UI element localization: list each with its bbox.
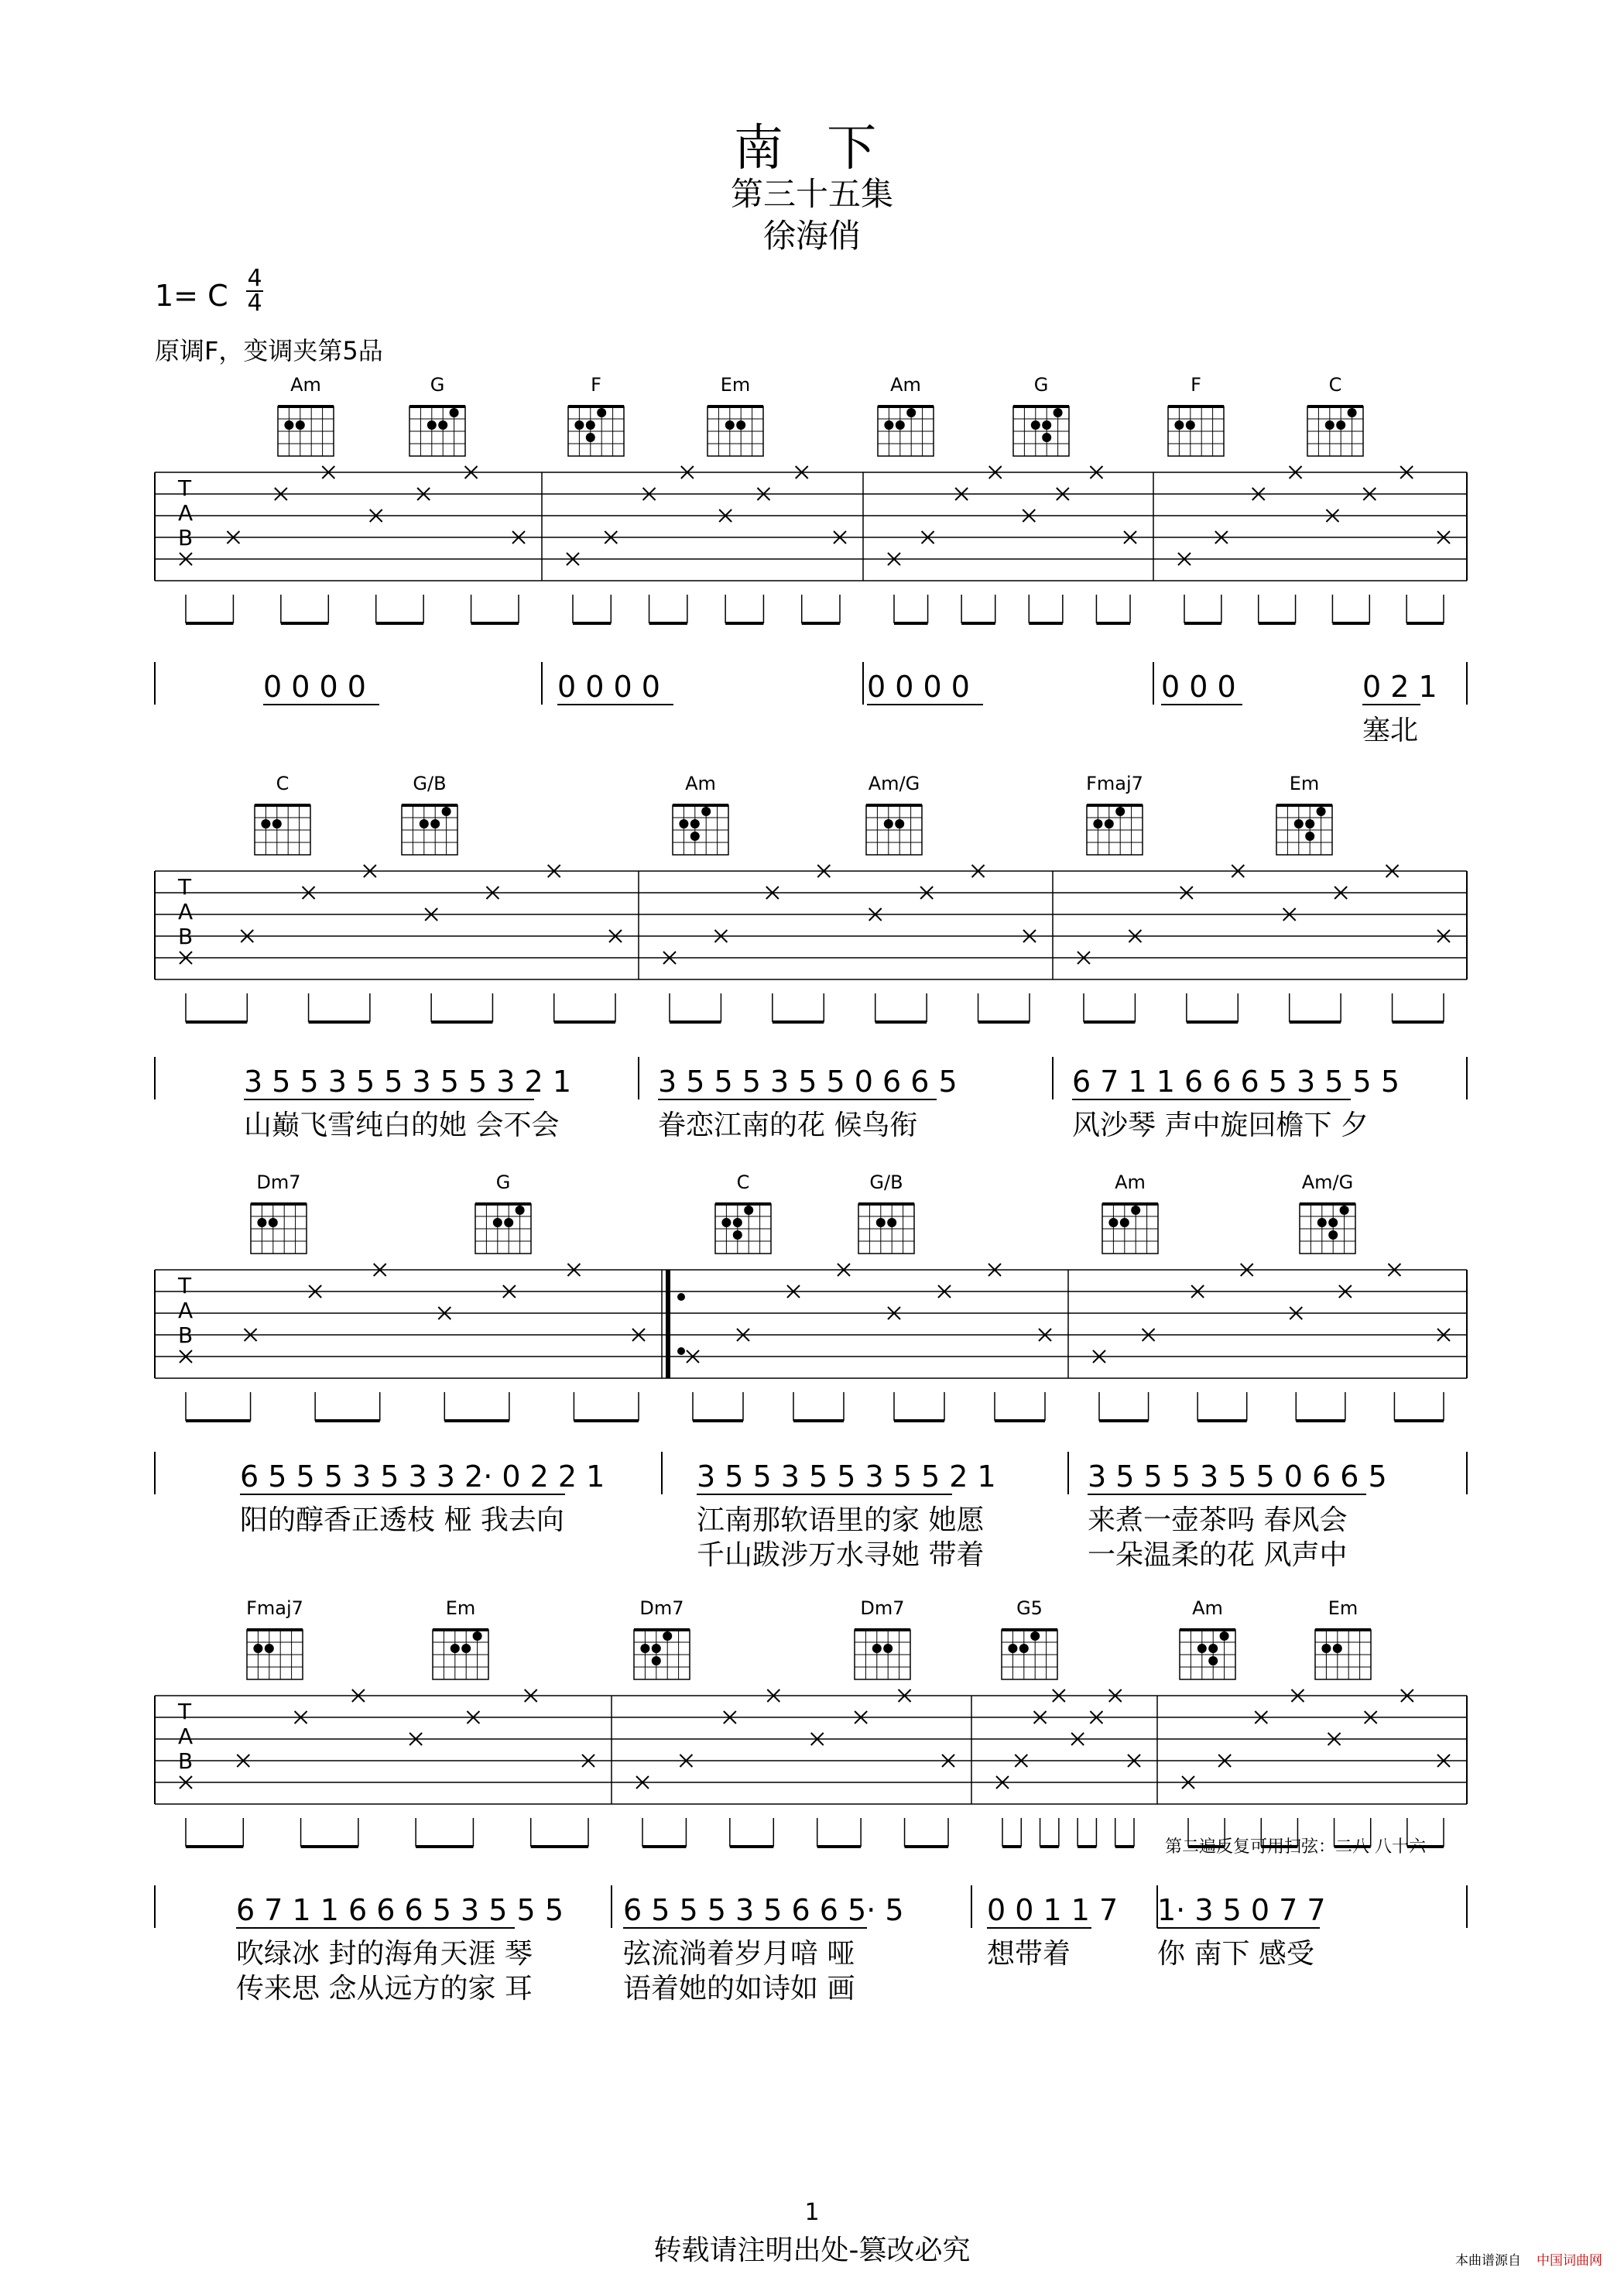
chord-finger-dot: [640, 1644, 649, 1653]
chord-finger-dot: [884, 420, 893, 430]
tab-clef-letter: B: [178, 1748, 194, 1774]
chord-finger-dot: [1294, 819, 1304, 828]
chord-finger-dot: [451, 1644, 460, 1653]
chord-finger-dot: [1019, 1644, 1029, 1653]
chord-name: Dm7: [639, 1597, 684, 1619]
chord-finger-dot: [504, 1218, 513, 1227]
tab-score: [155, 374, 1467, 2005]
time-signature-bottom: 4: [247, 290, 262, 317]
chord-finger-dot: [1197, 1644, 1207, 1653]
lyrics-verse-1: 山巅飞雪纯白的她 会不会: [244, 1110, 560, 1141]
lyrics-verse-1: 眷恋江南的花 候鸟衔: [658, 1110, 918, 1141]
chord-finger-dot: [690, 819, 700, 828]
chord-finger-dot: [1328, 1230, 1338, 1240]
chord-name: Dm7: [256, 1171, 301, 1193]
chord-name: G/B: [413, 773, 447, 794]
chord-name: C: [1328, 374, 1342, 396]
chord-finger-dot: [257, 1218, 266, 1227]
chord-finger-dot: [876, 1218, 886, 1227]
lyrics-verse-1: 江南那软语里的家 她愿: [697, 1504, 985, 1536]
chord-finger-dot: [652, 1656, 661, 1665]
chord-name: Am: [685, 773, 716, 794]
tab-clef-letter: T: [178, 475, 192, 501]
chord-finger-dot: [679, 819, 688, 828]
lyrics-verse-2: 语着她的如诗如 画: [623, 1973, 855, 2005]
chord-finger-dot: [895, 819, 904, 828]
capo-note: 原调F，变调夹第5品: [155, 336, 383, 365]
song-artist: 徐海俏: [762, 217, 861, 255]
chord-finger-dot: [450, 408, 459, 417]
song-subtitle: 第三十五集: [730, 175, 893, 213]
chord-name: Am: [290, 374, 321, 396]
chord-name: Em: [1289, 773, 1320, 794]
lyrics-verse-1: 来煮一壶茶吗 春风会: [1088, 1504, 1348, 1536]
chord-finger-dot: [744, 1206, 753, 1215]
jianpu-notes: 0 0 0 0: [557, 670, 660, 704]
chord-finger-dot: [1317, 1218, 1327, 1227]
chord-finger-dot: [721, 1218, 731, 1227]
jianpu-notes: 0 0 0 0: [263, 670, 366, 704]
jianpu-notes: 0 0 0 0: [867, 670, 970, 704]
chord-finger-dot: [1321, 1644, 1331, 1653]
chord-finger-dot: [1030, 1631, 1040, 1641]
chord-finger-dot: [1333, 1644, 1342, 1653]
chord-finger-dot: [733, 1230, 742, 1240]
lyrics-verse-1: 弦流淌着岁月喑 哑: [623, 1938, 855, 1970]
chord-finger-dot: [493, 1218, 502, 1227]
chord-finger-dot: [1328, 1218, 1338, 1227]
chord-name: F: [591, 374, 601, 396]
lyrics-verse-1: 你 南下 感受: [1157, 1938, 1314, 1970]
chord-finger-dot: [1220, 1631, 1229, 1641]
chord-finger-dot: [1305, 819, 1314, 828]
tab-clef-letter: A: [178, 500, 194, 526]
chord-name: Fmaj7: [246, 1597, 303, 1619]
chord-finger-dot: [586, 433, 595, 442]
chord-finger-dot: [883, 1644, 893, 1653]
jianpu-notes: 6 5 5 5 3 5 3 3 2· 0 2 2 1: [240, 1459, 605, 1494]
jianpu-notes: 6 7 1 1 6 6 6 5 3 5 5 5: [236, 1893, 564, 1927]
lyrics-verse-1: 想带着: [987, 1938, 1071, 1970]
chord-finger-dot: [1208, 1644, 1218, 1653]
chord-finger-dot: [438, 420, 447, 430]
chord-finger-dot: [736, 420, 745, 430]
chord-finger-dot: [1008, 1644, 1017, 1653]
chord-name: Fmaj7: [1086, 773, 1143, 794]
chord-finger-dot: [272, 819, 282, 828]
chord-finger-dot: [1120, 1218, 1129, 1227]
tab-clef-letter: B: [178, 924, 194, 949]
chord-finger-dot: [1317, 807, 1326, 816]
chord-finger-dot: [1348, 408, 1357, 417]
tab-clef-letter: T: [178, 1273, 192, 1298]
jianpu-notes: 1· 3 5 0 7 7: [1157, 1893, 1326, 1927]
chord-finger-dot: [652, 1644, 661, 1653]
chord-finger-dot: [261, 819, 270, 828]
chord-finger-dot: [725, 420, 735, 430]
chord-finger-dot: [1042, 433, 1051, 442]
chord-finger-dot: [1131, 1206, 1140, 1215]
chord-finger-dot: [872, 1644, 882, 1653]
chord-name: Am: [1115, 1171, 1146, 1193]
chord-finger-dot: [1208, 1656, 1218, 1665]
jianpu-notes: 3 5 5 5 3 5 5 0 6 6 5: [1088, 1459, 1387, 1494]
chord-finger-dot: [1031, 420, 1040, 430]
chord-finger-dot: [887, 1218, 896, 1227]
chord-finger-dot: [1174, 420, 1184, 430]
lyrics-verse-1: 吹绿冰 封的海角天涯 琴: [236, 1938, 533, 1970]
chord-finger-dot: [284, 420, 293, 430]
chord-finger-dot: [586, 420, 595, 430]
chord-name: Am/G: [1301, 1171, 1354, 1193]
tab-clef-letter: T: [178, 1699, 192, 1724]
tab-clef-letter: B: [178, 1322, 194, 1348]
chord-name: Em: [720, 374, 751, 396]
chord-finger-dot: [1093, 819, 1102, 828]
chord-name: Am: [1192, 1597, 1223, 1619]
chord-name: Am/G: [868, 773, 920, 794]
jianpu-notes: 6 5 5 5 3 5 6 6 5· 5: [623, 1893, 904, 1927]
song-title: 南 下: [733, 120, 891, 177]
chord-finger-dot: [420, 819, 429, 828]
jianpu-notes: 6 7 1 1 6 6 6 5 3 5 5 5: [1072, 1065, 1400, 1099]
lyrics-verse-2: 千山跋涉万水寻她 带着: [697, 1539, 985, 1571]
chord-finger-dot: [1105, 819, 1114, 828]
chord-finger-dot: [896, 420, 905, 430]
source-site: 中国词曲网: [1537, 2253, 1602, 2269]
lyrics-verse-2: 一朵温柔的花 风声中: [1088, 1539, 1348, 1571]
chord-finger-dot: [1186, 420, 1195, 430]
jianpu-notes: 3 5 5 5 3 5 5 0 6 6 5: [658, 1065, 958, 1099]
lyrics-verse-1: 阳的醇香正透枝 桠 我去向: [240, 1504, 564, 1536]
chord-finger-dot: [597, 408, 606, 417]
key-signature: 1= C: [155, 279, 228, 313]
chord-finger-dot: [663, 1631, 672, 1641]
chord-name: Am: [890, 374, 921, 396]
chord-finger-dot: [690, 832, 700, 841]
repeat-dot: [677, 1347, 685, 1355]
chord-finger-dot: [1336, 420, 1345, 430]
chord-finger-dot: [253, 1644, 262, 1653]
chord-finger-dot: [473, 1631, 482, 1641]
chord-finger-dot: [296, 420, 305, 430]
chord-finger-dot: [1305, 832, 1314, 841]
jianpu-notes: 0 0 0: [1161, 670, 1236, 704]
chord-finger-dot: [269, 1218, 278, 1227]
source-label: 本曲谱源自: [1455, 2253, 1521, 2269]
chord-name: Em: [445, 1597, 476, 1619]
page-number: 1: [804, 2199, 820, 2226]
chord-finger-dot: [906, 408, 916, 417]
repeat-dot: [677, 1293, 685, 1301]
jianpu-notes: 0 0 1 1 7: [987, 1893, 1119, 1927]
chord-finger-dot: [884, 819, 893, 828]
chord-name: G: [430, 374, 445, 396]
chord-name: C: [276, 773, 290, 794]
jianpu-notes: 3 5 5 3 5 5 3 5 5 2 1: [697, 1459, 996, 1494]
chord-name: G: [1033, 374, 1049, 396]
lyrics-verse-1: 塞北: [1362, 715, 1419, 746]
chord-finger-dot: [430, 819, 440, 828]
chord-name: G/B: [869, 1171, 903, 1193]
strum-hint: 第二遍反复可用扫弦：二八 八十六: [1165, 1837, 1426, 1857]
chord-finger-dot: [427, 420, 437, 430]
chord-finger-dot: [265, 1644, 274, 1653]
chord-finger-dot: [701, 807, 711, 816]
chord-finger-dot: [1108, 1218, 1118, 1227]
tab-clef-letter: T: [178, 874, 192, 900]
tab-clef-letter: A: [178, 899, 194, 924]
chord-finger-dot: [1325, 420, 1334, 430]
chord-finger-dot: [461, 1644, 471, 1653]
chord-name: F: [1191, 374, 1201, 396]
chord-name: Em: [1328, 1597, 1358, 1619]
tab-clef-letter: B: [178, 525, 194, 551]
tab-clef-letter: A: [178, 1724, 194, 1749]
time-signature-top: 4: [247, 265, 262, 292]
chord-finger-dot: [574, 420, 584, 430]
repeat-thick-bar: [666, 1270, 670, 1378]
jianpu-notes: 3 5 5 3 5 5 3 5 5 3 2 1: [244, 1065, 571, 1099]
chord-name: G: [495, 1171, 511, 1193]
lyrics-verse-1: 风沙琴 声中旋回檐下 夕: [1072, 1110, 1369, 1141]
chord-finger-dot: [733, 1218, 742, 1227]
jianpu-notes: 0 2 1: [1362, 670, 1437, 704]
tab-clef-letter: A: [178, 1298, 194, 1323]
lyrics-verse-2: 传来思 念从远方的家 耳: [236, 1973, 533, 2005]
chord-finger-dot: [1340, 1206, 1349, 1215]
chord-finger-dot: [1115, 807, 1125, 816]
chord-finger-dot: [516, 1206, 525, 1215]
chord-name: G5: [1016, 1597, 1043, 1619]
copyright-notice: 转载请注明出处-篡改必究: [653, 2235, 971, 2266]
chord-finger-dot: [1042, 420, 1051, 430]
chord-name: Dm7: [860, 1597, 905, 1619]
chord-name: C: [736, 1171, 750, 1193]
chord-finger-dot: [1054, 408, 1063, 417]
chord-finger-dot: [442, 807, 451, 816]
